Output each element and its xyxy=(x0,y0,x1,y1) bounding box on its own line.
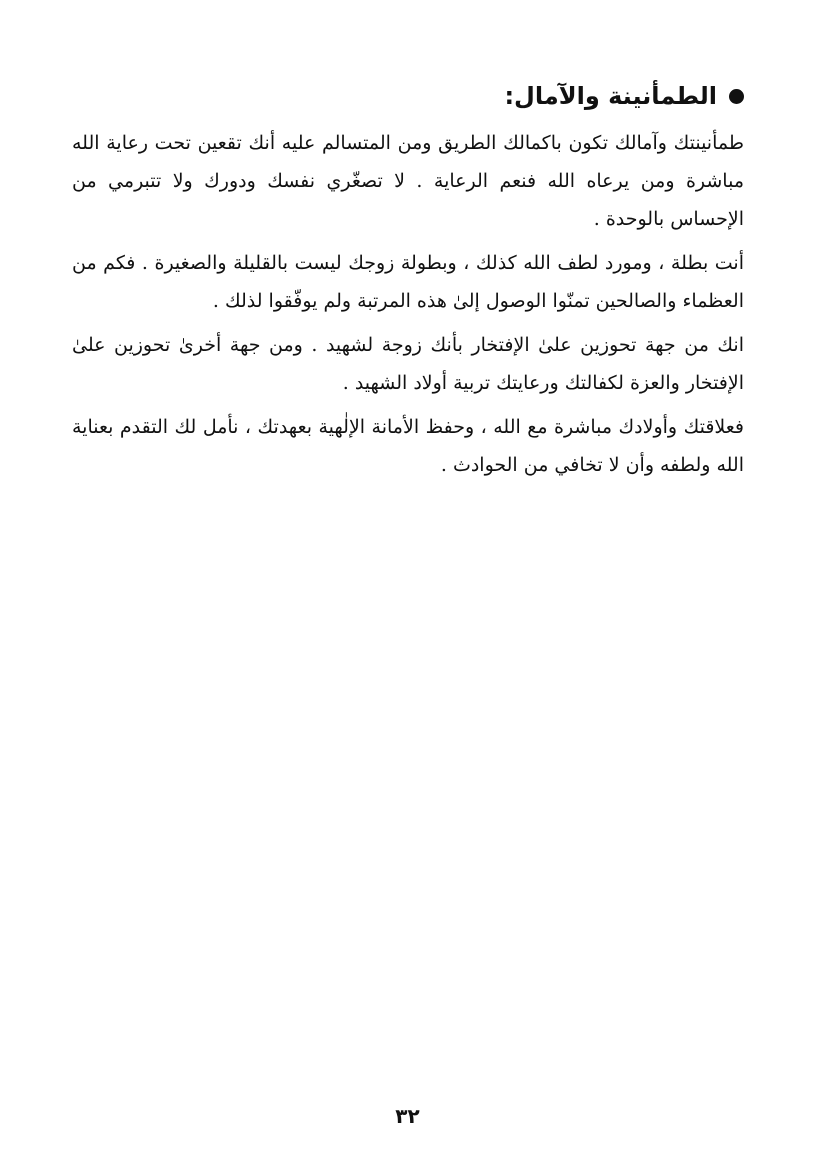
bullet-icon xyxy=(729,89,744,104)
paragraph-2: أنت بطلة ، ومورد لطف الله كذلك ، وبطولة زوجك ليست بالقليلة والصغيرة . فكم من العظماء والصالحين تمنّوا الوصول إلىٰ هذه المرتبة ولم يوفّقوا لذلك . xyxy=(72,252,744,312)
page-content xyxy=(72,74,744,490)
section-heading xyxy=(72,74,744,118)
paragraph-4: فعلاقتك وأولادك مباشرة مع الله ، وحفظ الأمانة الإلٰهية بعهدتك ، نأمل لك التقدم بعناية الله ولطفه وأن لا تخافي من الحوادث . xyxy=(72,416,744,476)
section-title: الطمأنينة والآمال: xyxy=(504,82,717,110)
paragraph-1: طمأنينتك وآمالك تكون باكمالك الطريق ومن المتسالم عليه أنك تقعين تحت رعاية الله مباشرة ومن يرعاه الله فنعم الرعاية . لا تصغّري نفسك ودورك ولا تتبرمي من الإحساس بالوحدة . xyxy=(72,132,744,230)
paragraph-3: انك من جهة تحوزين علىٰ الإفتخار بأنك زوجة لشهيد . ومن جهة أخرىٰ تحوزين علىٰ الإفتخار والعزة لكفالتك ورعايتك تربية أولاد الشهيد . xyxy=(72,334,744,394)
page-number: ٣٢ xyxy=(395,1104,420,1128)
